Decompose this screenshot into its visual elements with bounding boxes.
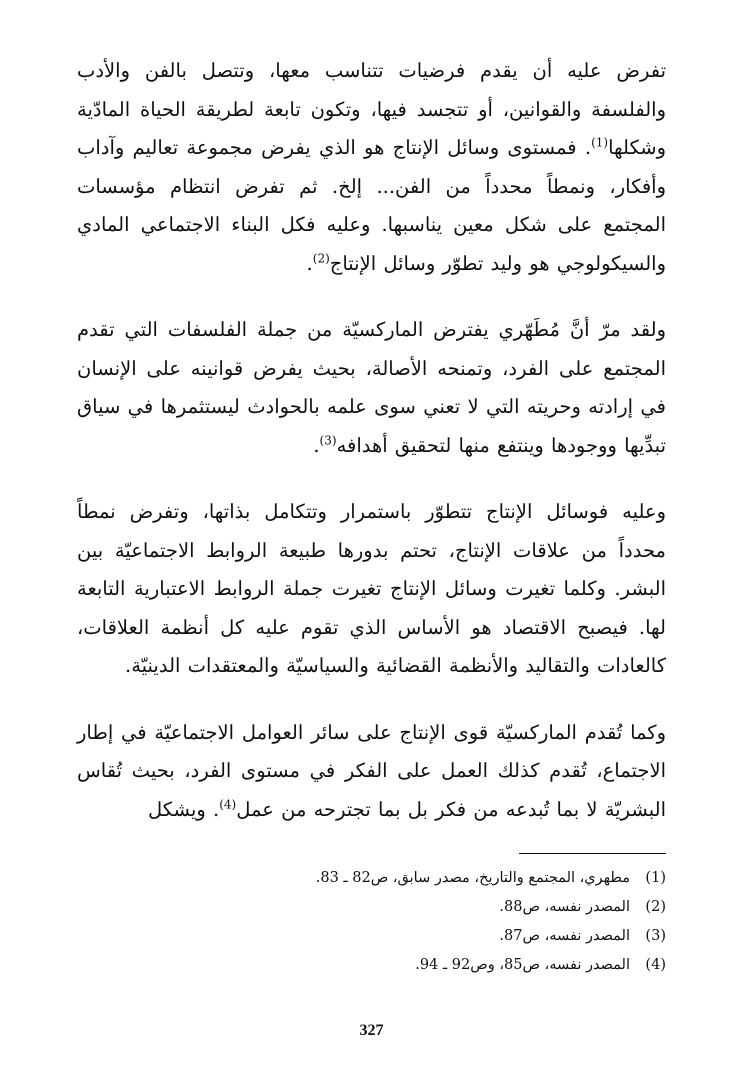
footnotes (77, 864, 666, 980)
paragraph-2-text-end: . (313, 433, 320, 457)
paragraph-2-text: ولقد مرّ أنَّ مُطَهّري يفترض الماركسيّة من جملة الفلسفات التي تقدم المجتمع على الفرد، وتمنحه الأصالة، بحيث يفرض قوانينه على الإنسان في إرادته وحريته التي لا تعني سوى علمه بالحوادث ليستثمرها في سياق تبدِّيها ووجودها وينتفع منها لتحقيق أهدافه (77, 318, 666, 457)
footnote-text: مطهري، المجتمع والتاريخ، مصدر سابق، ص82 ـ 83. (315, 870, 630, 886)
footnote-ref-4: (4) (219, 797, 237, 811)
footnote-4 (77, 951, 666, 980)
footnote-3 (77, 922, 666, 951)
footnote-divider (519, 853, 666, 854)
paragraph-1-text-cont: . فمستوى وسائل الإنتاج هو الذي يفرض مجموعة تعاليم وآداب وأفكار، ونمطاً محدداً من الفن... إلخ. ثم تفرض انتظام مؤسسات المجتمع على شكل معين يناسبها. وعليه فكل البناء الاجتماعي المادي والسيكولوجي هو وليد تطوّر وسائل الإنتاج (77, 136, 666, 275)
paragraph-3-text: وعليه فوسائل الإنتاج تتطوّر باستمرار وتتكامل بذاتها، وتفرض نمطاً محدداً من علاقات الإنتاج، تحتم بدورها طبيعة الروابط الاجتماعيّة بين البشر. وكلما تغيرت وسائل الإنتاج تغيرت جملة الروابط الاعتبارية التابعة لها. فيصبح الاقتصاد هو الأساس الذي تقوم عليه كل أنظمة العلاقات، كالعادات والتقاليد والأنظمة القضائية والسياسيّة والمعتقدات الدينيّة. (77, 500, 666, 677)
footnote-2 (77, 893, 666, 922)
paragraph-3 (77, 493, 666, 686)
footnote-text: المصدر نفسه، ص87. (499, 928, 630, 944)
footnote-text: المصدر نفسه، ص88. (499, 899, 630, 915)
paragraph-1-text-end: . (306, 251, 313, 275)
paragraph-1 (77, 52, 666, 283)
footnote-number: (3) (645, 928, 666, 944)
paragraph-1-text: تفرض عليه أن يقدم فرضيات تتناسب معها، وتتصل بالفن والأدب والفلسفة والقوانين، أو تتجسد فيها، وتكون تابعة لطريقة الحياة المادّية وشكلها (77, 59, 666, 159)
footnote-number: (2) (645, 899, 666, 915)
paragraph-4-text: وكما تُقدم الماركسيّة قوى الإنتاج على سائر العوامل الاجتماعيّة في إطار الاجتماع، تُقدم كذلك العمل على الفكر في مستوى الفرد، بحيث تُقاس البشريّة لا بما تُبدعه من فكر بل بما تجترحه من عمل (77, 720, 666, 821)
paragraph-2 (77, 311, 666, 465)
footnote-number: (1) (645, 870, 666, 886)
footnote-ref-3: (3) (319, 433, 337, 447)
footnote-ref-1: (1) (591, 135, 609, 150)
page-number: 327 (359, 1022, 384, 1039)
footnote-ref-2: (2) (312, 251, 330, 265)
footnote-1 (77, 864, 666, 893)
footnote-text: المصدر نفسه، ص85، وص92 ـ 94. (415, 957, 630, 973)
paragraph-4-text-end: . ويشكل (148, 797, 220, 821)
paragraph-4 (77, 714, 666, 830)
footnote-number: (4) (645, 957, 666, 973)
